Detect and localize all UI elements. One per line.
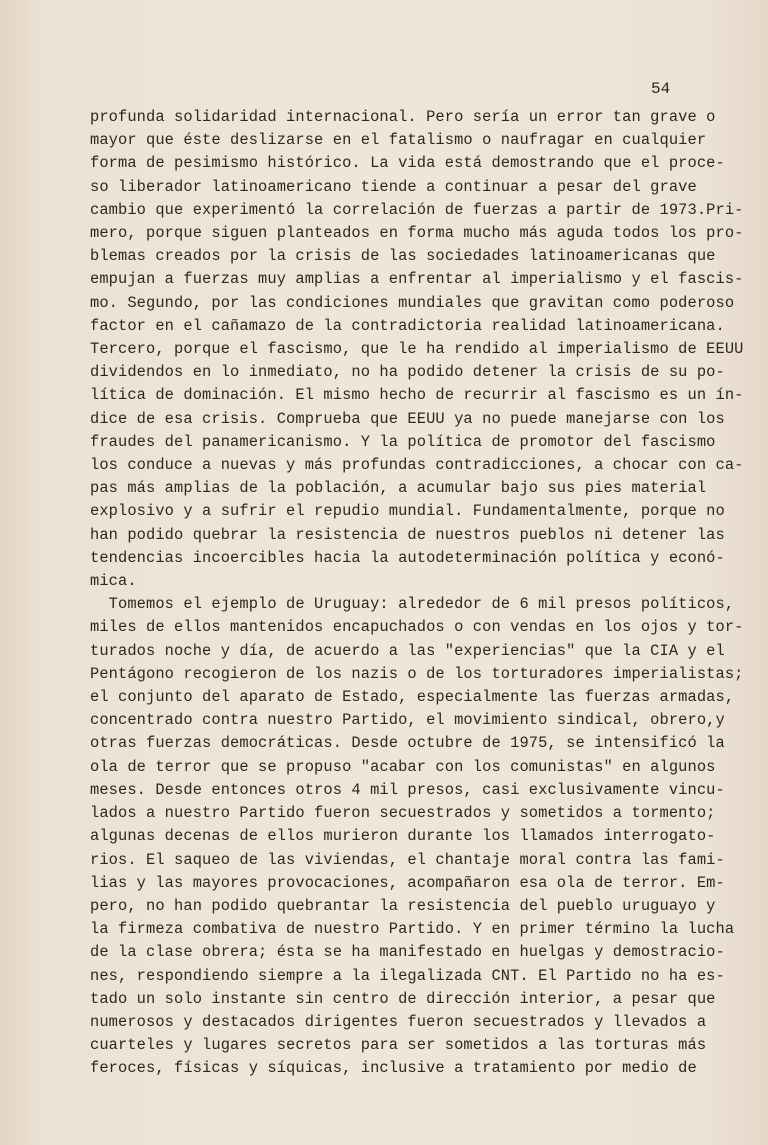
- text-line: ola de terror que se propuso "acabar con los comunistas" en algunos: [90, 757, 716, 776]
- text-line: forma de pesimismo histórico. La vida está demostrando que el proce-: [90, 154, 725, 173]
- text-line: mero, porque siguen planteados en forma mucho más aguda todos los pro-: [90, 224, 744, 243]
- text-line: mo. Segundo, por las condiciones mundiales que gravitan como poderoso: [90, 293, 735, 312]
- text-line: cambio que experimentó la correlación de fuerzas a partir de 1973.Pri-: [90, 200, 744, 219]
- text-line: mica.: [90, 572, 137, 591]
- text-line: miles de ellos mantenidos encapuchados o con vendas en los ojos y tor-: [90, 618, 744, 637]
- text-line: la firmeza combativa de nuestro Partido. Y en primer término la lucha: [90, 920, 735, 939]
- text-line: los conduce a nuevas y más profundas contradicciones, a chocar con ca-: [90, 456, 744, 475]
- text-line: otras fuerzas democráticas. Desde octubre de 1975, se intensificó la: [90, 734, 725, 753]
- text-line: empujan a fuerzas muy amplias a enfrentar al imperialismo y el fascis-: [90, 270, 744, 289]
- text-line: explosivo y a sufrir el repudio mundial. Fundamentalmente, porque no: [90, 502, 725, 521]
- text-line: pas más amplias de la población, a acumular bajo sus pies material: [90, 479, 707, 498]
- text-line: Pentágono recogieron de los nazis o de los torturadores imperialistas;: [90, 664, 744, 683]
- text-line: blemas creados por la crisis de las sociedades latinoamericanas que: [90, 247, 716, 266]
- text-line: tado un solo instante sin centro de dirección interior, a pesar que: [90, 989, 716, 1008]
- text-line: el conjunto del aparato de Estado, especialmente las fuerzas armadas,: [90, 688, 735, 707]
- text-line: mayor que éste deslizarse en el fatalismo o naufragar en cualquier: [90, 131, 707, 150]
- text-line: cuarteles y lugares secretos para ser sometidos a las torturas más: [90, 1036, 707, 1055]
- text-line: lítica de dominación. El mismo hecho de recurrir al fascismo es un ín-: [90, 386, 744, 405]
- text-line: factor en el cañamazo de la contradictoria realidad latinoamericana.: [90, 316, 725, 335]
- text-line: han podido quebrar la resistencia de nuestros pueblos ni detener las: [90, 525, 725, 544]
- text-line: pero, no han podido quebrantar la resistencia del pueblo uruguayo y: [90, 896, 716, 915]
- text-line: Tercero, porque el fascismo, que le ha rendido al imperialismo de EEUU: [90, 340, 744, 359]
- text-line: concentrado contra nuestro Partido, el movimiento sindical, obrero,y: [90, 711, 725, 730]
- text-line: nes, respondiendo siempre a la ilegalizada CNT. El Partido no ha es-: [90, 966, 725, 985]
- page-number: 54: [651, 80, 671, 98]
- text-line: turados noche y día, de acuerdo a las "experiencias" que la CIA y el: [90, 641, 725, 660]
- text-line: dividendos en lo inmediato, no ha podido detener la crisis de su po-: [90, 363, 725, 382]
- text-line: so liberador latinoamericano tiende a continuar a pesar del grave: [90, 177, 697, 196]
- body-text: [90, 106, 744, 1081]
- text-line: numerosos y destacados dirigentes fueron secuestrados y llevados a: [90, 1012, 707, 1031]
- text-line: tendencias incoercibles hacia la autodeterminación política y econó-: [90, 548, 725, 567]
- text-line: feroces, físicas y síquicas, inclusive a tratamiento por medio de: [90, 1059, 697, 1078]
- text-line: lados a nuestro Partido fueron secuestrados y sometidos a tormento;: [90, 804, 716, 823]
- text-line: fraudes del panamericanismo. Y la política de promotor del fascismo: [90, 432, 716, 451]
- text-line: meses. Desde entonces otros 4 mil presos, casi exclusivamente vincu-: [90, 780, 725, 799]
- text-line: rios. El saqueo de las viviendas, el chantaje moral contra las fami-: [90, 850, 725, 869]
- text-line: lias y las mayores provocaciones, acompañaron esa ola de terror. Em-: [90, 873, 725, 892]
- text-line: de la clase obrera; ésta se ha manifestado en huelgas y demostracio-: [90, 943, 725, 962]
- text-line: Tomemos el ejemplo de Uruguay: alrededor de 6 mil presos políticos,: [90, 595, 735, 614]
- text-line: dice de esa crisis. Comprueba que EEUU ya no puede manejarse con los: [90, 409, 725, 428]
- text-line: algunas decenas de ellos murieron durante los llamados interrogato-: [90, 827, 716, 846]
- text-line: profunda solidaridad internacional. Pero sería un error tan grave o: [90, 108, 716, 126]
